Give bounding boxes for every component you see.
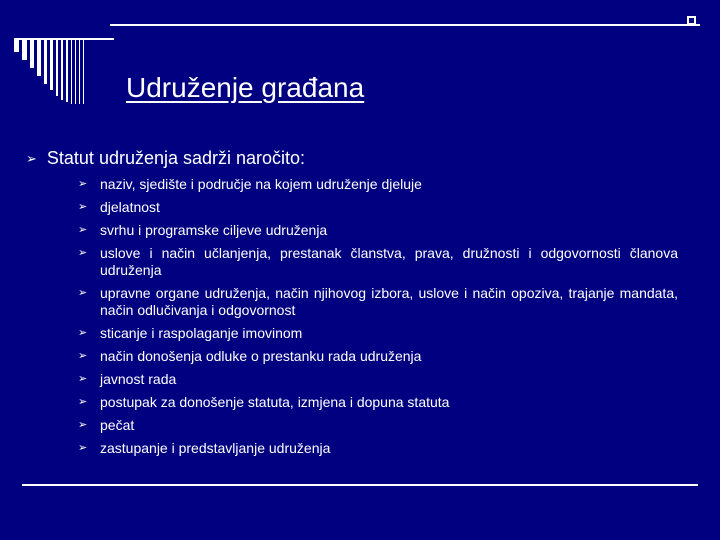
arrow-bullet-icon: ➢ xyxy=(78,287,88,299)
decorative-bar xyxy=(75,38,76,104)
list-item-text: pečat xyxy=(100,417,135,433)
list-item xyxy=(78,371,678,388)
list-item-text: sticanje i raspolaganje imovinom xyxy=(100,325,303,341)
list-item-text: način donošenja odluke o prestanku rada udruženja xyxy=(100,348,422,364)
list-item-text: svrhu i programske ciljeve udruženja xyxy=(100,222,328,238)
list-item-text: upravne organe udruženja, način njihovog izbora, uslove i način opoziva, trajanje mandata, način odlučivanja i odgovornost xyxy=(100,285,678,318)
decorative-bar xyxy=(14,38,19,52)
arrow-bullet-icon: ➢ xyxy=(78,350,88,362)
decorative-bar xyxy=(66,38,68,102)
list-item xyxy=(78,417,678,434)
arrow-bullet-icon: ➢ xyxy=(78,201,88,213)
list-item-text: naziv, sjedište i područje na kojem udruženje djeluje xyxy=(100,176,422,192)
decorative-bar xyxy=(22,38,27,60)
statute-items-list xyxy=(78,176,678,463)
slide-title: Udruženje građana xyxy=(126,72,365,103)
arrow-bullet-icon: ➢ xyxy=(78,396,88,408)
decorative-bar xyxy=(56,38,58,96)
arrow-bullet-icon: ➢ xyxy=(78,178,88,190)
decorative-bars-top-line xyxy=(14,38,114,40)
arrow-bullet-icon: ➢ xyxy=(78,247,88,259)
list-item-text: postupak za donošenje statuta, izmjena i dopuna statuta xyxy=(100,394,450,410)
decorative-bar xyxy=(79,38,80,104)
decorative-bar xyxy=(44,38,47,84)
arrow-bullet-icon: ➢ xyxy=(78,419,88,431)
list-item xyxy=(78,285,678,319)
decorative-bar xyxy=(83,38,84,104)
main-bullet xyxy=(26,148,305,169)
bottom-rule xyxy=(22,484,698,486)
list-item xyxy=(78,222,678,239)
arrow-bullet-icon: ➢ xyxy=(26,150,37,166)
main-bullet-text: Statut udruženja sadrži naročito: xyxy=(46,148,306,168)
list-item xyxy=(78,440,678,457)
arrow-bullet-icon: ➢ xyxy=(78,442,88,454)
decorative-bar xyxy=(37,38,41,76)
list-item-text: zastupanje i predstavljanje udruženja xyxy=(100,440,331,456)
arrow-bullet-icon: ➢ xyxy=(78,327,88,339)
list-item xyxy=(78,325,678,342)
list-item xyxy=(78,199,678,216)
decorative-bars xyxy=(14,38,114,108)
arrow-bullet-icon: ➢ xyxy=(78,373,88,385)
corner-square-icon xyxy=(687,16,696,25)
decorative-bar xyxy=(30,38,34,68)
list-item-text: javnost rada xyxy=(100,371,177,387)
decorative-bar xyxy=(50,38,53,90)
list-item xyxy=(78,394,678,411)
top-rule xyxy=(110,24,700,26)
list-item-text: uslove i način učlanjenja, prestanak članstva, prava, družnosti i odgovornosti članova udruženja xyxy=(100,245,678,278)
arrow-bullet-icon: ➢ xyxy=(78,224,88,236)
list-item-text: djelatnost xyxy=(100,199,160,215)
list-item xyxy=(78,348,678,365)
decorative-bar xyxy=(71,38,72,104)
list-item xyxy=(78,176,678,193)
decorative-bar xyxy=(61,38,63,100)
list-item xyxy=(78,245,678,279)
